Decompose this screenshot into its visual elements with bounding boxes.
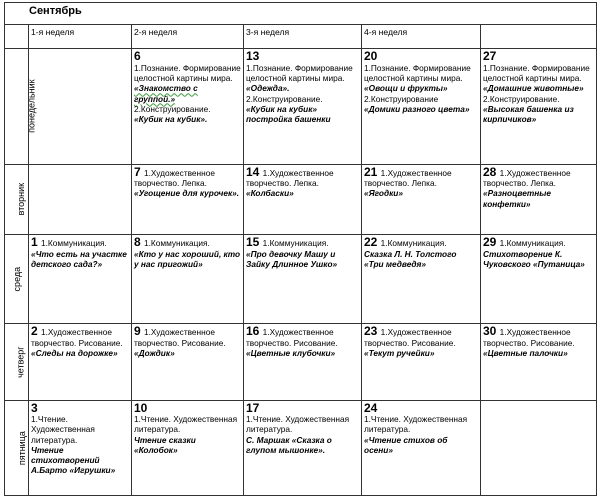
- cell-fri-3: 3 1.Чтение. Художественная литература. Чтение стихотворений А.Барто «Игрушки»: [29, 400, 132, 495]
- cell-thu-23: 23 1.Художественное творчество. Рисование. «Текут ручейки»: [362, 324, 481, 401]
- week-header-5: [481, 25, 597, 49]
- day-row-wednesday: [5, 235, 597, 324]
- cell-thu-9: 9 1.Художественное творчество. Рисование. «Дождик»: [132, 324, 244, 401]
- cell-fri-w5: [481, 400, 597, 495]
- week-header-2: 2-я неделя: [132, 25, 244, 49]
- cell-thu-16: 16 1.Художественное творчество. Рисование. «Цветные клубочки»: [244, 324, 362, 401]
- month-row: [5, 3, 597, 25]
- day-label-tuesday: вторник: [5, 164, 29, 235]
- day-label-friday: пятница: [5, 400, 29, 495]
- corner-cell: [5, 25, 29, 49]
- cell-tue-w1: [29, 164, 132, 235]
- cell-mon-6: 6 1.Познание. Формирование целостной картины мира. «Знакомство с группой.» 2.Конструирование. «Кубик на кубик».: [132, 49, 244, 164]
- day-row-tuesday: [5, 164, 597, 235]
- cell-wed-8: 8 1.Коммуникация. «Кто у нас хороший, кто у нас пригожий»: [132, 235, 244, 324]
- day-row-friday: [5, 400, 597, 495]
- cell-fri-10: 10 1.Чтение. Художественная литература. Чтение сказки «Колобок»: [132, 400, 244, 495]
- cell-fri-24: 24 1.Чтение. Художественная литература. «Чтение стихов об осени»: [362, 400, 481, 495]
- week-header-1: 1-я неделя: [29, 25, 132, 49]
- cell-wed-29: 29 1.Коммуникация. Стихотворение К. Чуковского «Путаница»: [481, 235, 597, 324]
- cell-tue-28: 28 1.Художественное творчество. Лепка. «Разноцветные конфетки»: [481, 164, 597, 235]
- cell-tue-14: 14 1.Художественное творчество. Лепка. «Колбаски»: [244, 164, 362, 235]
- cell-tue-21: 21 1.Художественное творчество. Лепка. «Ягодки»: [362, 164, 481, 235]
- day-row-thursday: [5, 324, 597, 401]
- cell-thu-30: 30 1.Художественное творчество. Рисование. «Цветные палочки»: [481, 324, 597, 401]
- week-header-3: 3-я неделя: [244, 25, 362, 49]
- cell-mon-27: 27 1.Познание. Формирование целостной картины мира. «Домашние животные» 2.Конструирование. «Высокая башенка из кирпичиков»: [481, 49, 597, 164]
- week-header-4: 4-я неделя: [362, 25, 481, 49]
- cell-fri-17: 17 1.Чтение. Художественная литература. С. Маршак «Сказка о глупом мышонке».: [244, 400, 362, 495]
- day-label-monday: понедельник: [5, 49, 29, 164]
- cell-wed-22: 22 1.Коммуникация. Сказка Л. Н. Толстого «Три медведя»: [362, 235, 481, 324]
- cell-wed-15: 15 1.Коммуникация. «Про девочку Машу и Зайку Длинное Ушко»: [244, 235, 362, 324]
- cell-mon-w1: [29, 49, 132, 164]
- week-header-row: [5, 25, 597, 49]
- cell-thu-2: 2 1.Художественное творчество. Рисование. «Следы на дорожке»: [29, 324, 132, 401]
- cell-wed-1: 1 1.Коммуникация. «Что есть на участке детского сада?»: [29, 235, 132, 324]
- day-label-thursday: четверг: [5, 324, 29, 401]
- schedule-table: [4, 2, 597, 496]
- cell-tue-7: 7 1.Художественное творчество. Лепка. «Угощение для курочек».: [132, 164, 244, 235]
- cell-mon-13: 13 1.Познание. Формирование целостной картины мира. «Одежда». 2.Конструирование. «Кубик на кубик» постройка башенки: [244, 49, 362, 164]
- day-row-monday: [5, 49, 597, 164]
- month-title: Сентябрь: [5, 3, 597, 25]
- day-label-wednesday: среда: [5, 235, 29, 324]
- cell-mon-20: 20 1.Познание. Формирование целостной картины мира. «Овощи и фрукты» 2.Конструирование «Домики разного цвета»: [362, 49, 481, 164]
